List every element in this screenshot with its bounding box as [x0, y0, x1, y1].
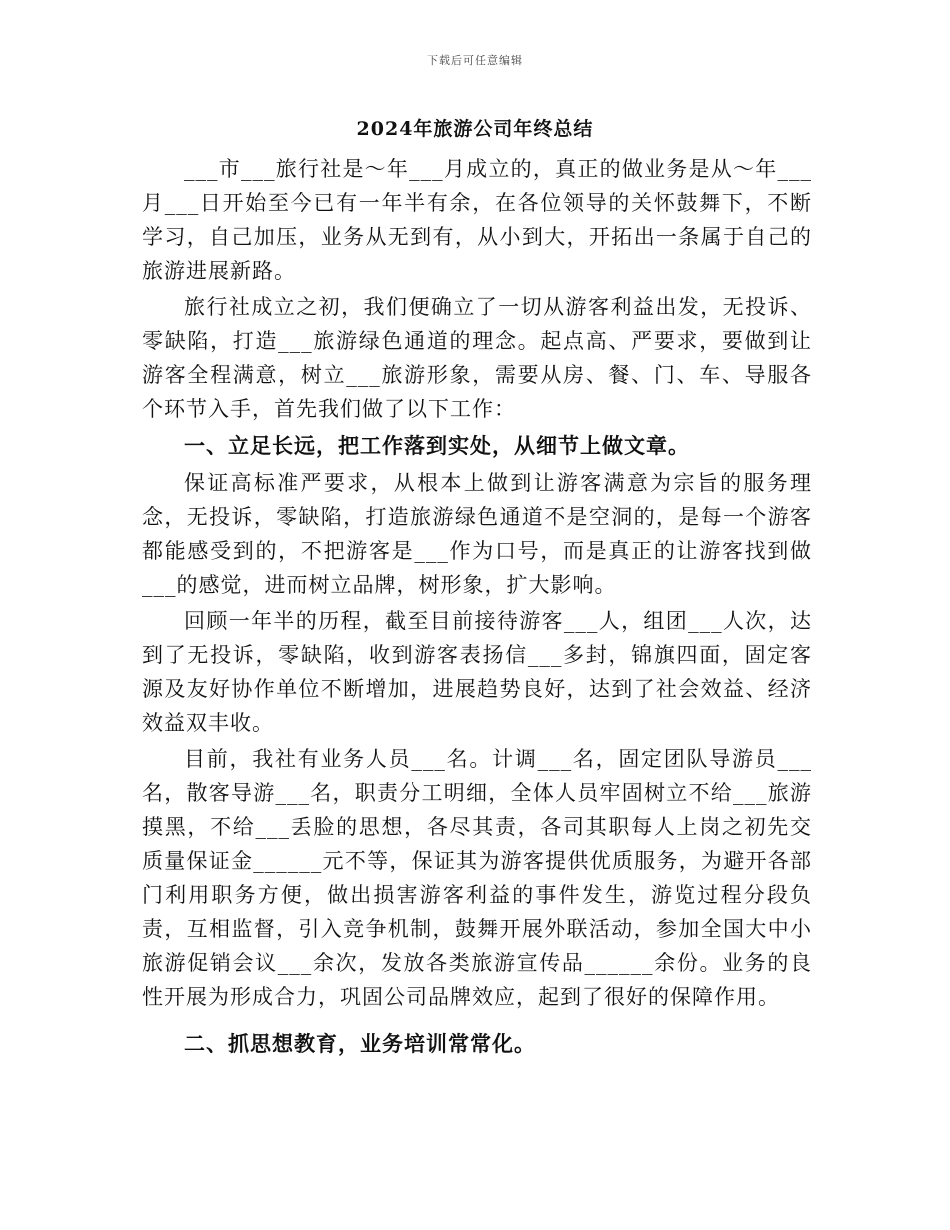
section-heading-2: 二、抓思想教育，业务培训常常化。	[184, 1031, 536, 1056]
document-body	[142, 152, 812, 1064]
section-heading-1: 一、立足长远，把工作落到实处，从细节上做文章。	[184, 433, 690, 458]
paragraph-review: 回顾一年半的历程，截至目前接待游客___人，组团___人次，达到了无投诉，零缺陷，收到游客表扬信___多封，锦旗四面，固定客源及友好协作单位不断增加，进展趋势良好，达到了社会效益、经济效益双丰收。	[142, 609, 812, 735]
paragraph-intro: ___市___旅行社是～年___月成立的，真正的做业务是从～年___月___日开始至今已有一年半有余，在各位领导的关怀鼓舞下，不断学习，自己加压，业务从无到有，从小到大，开拓出一条属于自己的旅游进展新路。	[142, 157, 812, 283]
document-title: 2024年旅游公司年终总结	[356, 118, 594, 140]
paragraph-staff: 目前，我社有业务人员___名。计调___名，固定团队导游员___名，散客导游___名，职责分工明细，全体人员牢固树立不给___旅游摸黑，不给___丢脸的思想，各尽其责，各司其职每人上岗之初先交质量保证金______元不等，保证其为游客提供优质服务，为避开各部门利用职务方便，做出损害游客利益的事件发生，游览过程分段负责，互相监督，引入竞争机制，鼓舞开展外联活动，参加全国大中小旅游促销会议___余次，发放各类旅游宣传品______余份。业务的良性开展为形成合力，巩固公司品牌效应，起到了很好的保障作用。	[142, 747, 812, 1009]
paragraph-service-standard: 保证高标准严要求，从根本上做到让游客满意为宗旨的服务理念，无投诉，零缺陷，打造旅游绿色通道不是空洞的，是每一个游客都能感受到的，不把游客是___作为口号，而是真正的让游客找到做___的感觉，进而树立品牌，树形象，扩大影响。	[142, 471, 812, 597]
paragraph-founding-concept: 旅行社成立之初，我们便确立了一切从游客利益出发，无投诉、零缺陷，打造___旅游绿色通道的理念。起点高、严要求，要做到让游客全程满意，树立___旅游形象，需要从房、餐、门、车、导服各个环节入手，首先我们做了以下工作：	[142, 295, 812, 421]
header-note: 下载后可任意编辑	[427, 54, 523, 67]
